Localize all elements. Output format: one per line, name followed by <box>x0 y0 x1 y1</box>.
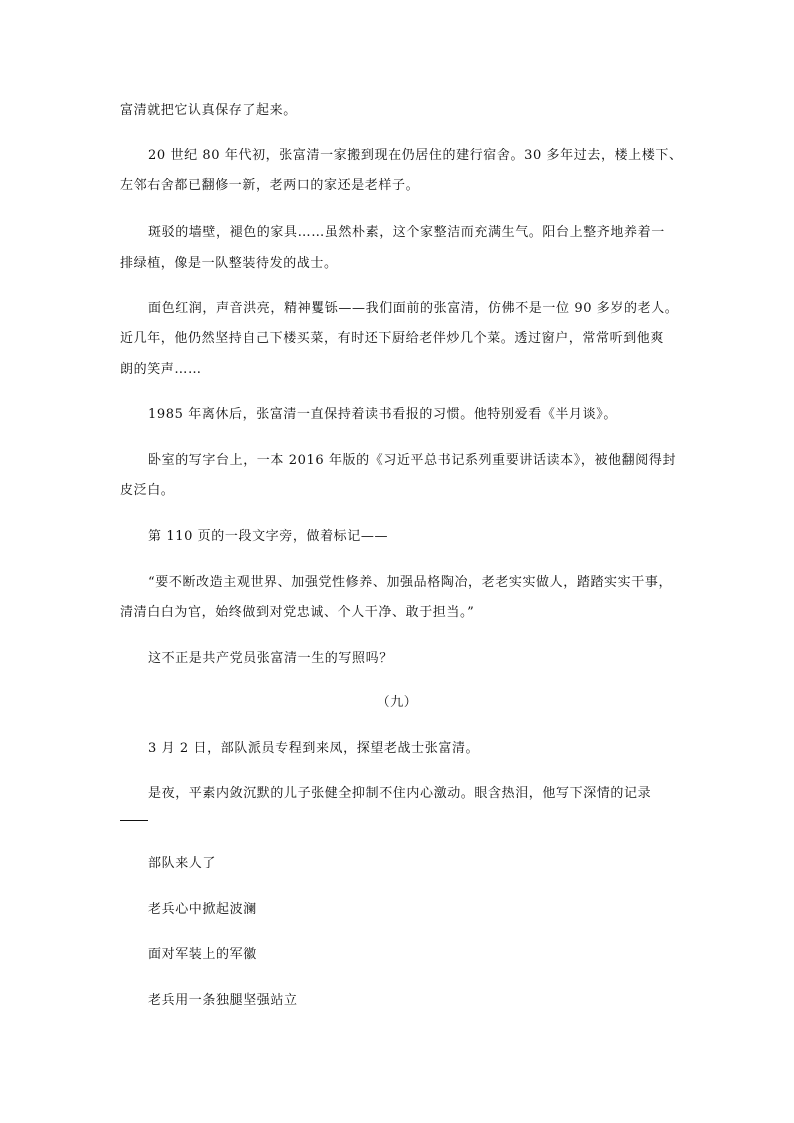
paragraph-line: 朗的笑声…… <box>120 362 202 377</box>
poem-line: 面对军装上的军徽 <box>148 947 257 962</box>
paragraph-line: 排绿植，像是一队整装待发的战士。 <box>120 256 338 271</box>
paragraph-line: 3 月 2 日，部队派员专程到来凤，探望老战士张富清。 <box>148 741 480 756</box>
paragraph-line: 第 110 页的一段文字旁，做着标记—— <box>148 529 389 544</box>
paragraph-line: 近几年，他仍然坚持自己下楼买菜，有时还下厨给老伴炒几个菜。透过窗户，常常听到他爽 <box>120 331 665 346</box>
paragraph-line: 是夜，平素内敛沉默的儿子张健全抑制不住内心激动。眼含热泪，他写下深情的记录 <box>148 786 652 801</box>
paragraph-line: 这不正是共产党员张富清一生的写照吗？ <box>148 651 393 666</box>
paragraph-line: 面色红润，声音洪亮，精神矍铄——我们面前的张富清，仿佛不是一位 90 多岁的老人。 <box>148 301 679 316</box>
paragraph-line: 1985 年离休后，张富清一直保持着读书看报的习惯。他特别爱看《半月谈》。 <box>148 407 617 422</box>
paragraph-line: 左邻右舍都已翻修一新，老两口的家还是老样子。 <box>120 178 420 193</box>
poem-line: 老兵用一条独腿坚强站立 <box>148 993 298 1008</box>
poem-line: 老兵心中掀起波澜 <box>148 902 257 917</box>
paragraph-line: 卧室的写字台上，一本 2016 年版的《习近平总书记系列重要讲话读本》，被他翻阅得封 <box>148 453 677 468</box>
quote-line: 清清白白为官，始终做到对党忠诚、个人干净、敢于担当。” <box>120 605 475 620</box>
paragraph-line: 富清就把它认真保存了起来。 <box>120 103 297 118</box>
section-heading: （九） <box>376 695 418 710</box>
paragraph-line: 斑驳的墙壁，褪色的家具……虽然朴素，这个家整洁而充满生气。阳台上整齐地养着一 <box>148 225 665 240</box>
poem-line: 部队来人了 <box>148 856 217 871</box>
dash-rule <box>120 820 148 821</box>
paragraph-line: 20 世纪 80 年代初，张富清一家搬到现在仍居住的建行宿舍。30 多年过去，楼上楼下、 <box>148 148 683 163</box>
paragraph-line: 皮泛白。 <box>120 483 175 498</box>
quote-line: “要不断改造主观世界、加强党性修养、加强品格陶冶，老老实实做人，踏踏实实干事， <box>148 575 673 590</box>
